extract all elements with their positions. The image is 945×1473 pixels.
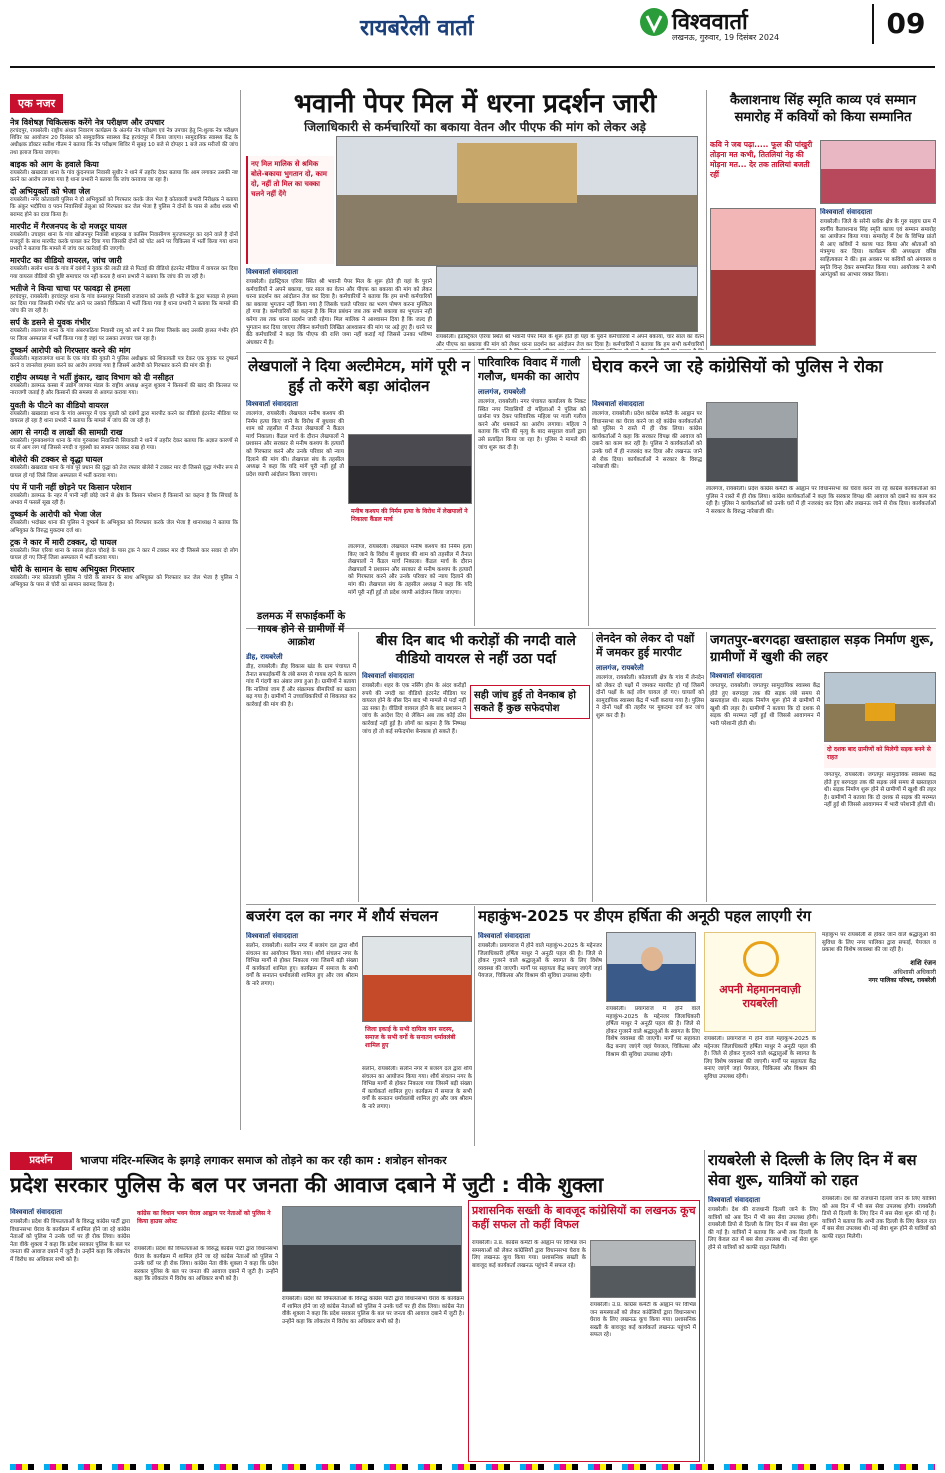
- lekhpal-body: [246, 400, 344, 550]
- sign-title: अधिशासी अधिकारी: [893, 968, 936, 976]
- ek-nazar-item-title: दो अभियुक्तों को भेजा जेल: [10, 187, 91, 197]
- ek-nazar-item-title: नेत्र विशेषज्ञ चिकित्सक करेंगे नेत्र परीक्षण और उपचार: [10, 118, 165, 127]
- lenden-body-text: लालगंज, रायबरेली। कोतवाली क्षेत्र के गांव में लेनदेन को लेकर दो पक्षों में जमकर मारपीट हो गई जिसमें दोनों पक्षों के कई लोग घायल हो गए। घायलों को सामुदायिक स्वास्थ्य केंद्र में भर्ती कराया गया है। पुलिस ने दोनों पक्षों की तहरीर पर मुकदमा दर्ज कर जांच शुरू कर दी है।: [596, 675, 704, 719]
- ek-nazar-item-body: रायबरेली। सलोन थाना के गांव में दबंगों ने युवक की लाठी डंडे से पिटाई की वीडियो इंटरनेट मीडिया में वायरल कर दिया गया वायरल वीडियो की पुष्टि समाचार पत्र नहीं करता है थाना प्रभारी ने बताया कि जांच की जा रही है।: [10, 266, 238, 280]
- video-pullquote: सही जांच हुई तो वेनकाब हो सकते हैं कुछ सफेदपोश: [470, 685, 590, 719]
- bajrang-body-text: सलोन, रायबरेली। सलोन नगर में बजरंग दल द्वारा शौर्य संचलन का आयोजन किया गया। शौर्य संचलन नगर के विभिन्न मार्गों से होकर निकाला गया जिसमें बड़ी संख्या में कार्यकर्ता शामिल हुए। कार्यक्रम में समाज के सभी वर्गों के सनातन धर्मावलंबी शामिल हुए और जय श्रीराम के नारे लगाए।: [246, 943, 358, 987]
- bajrang-caption-text: जिला इकाई के सभी दायित्व वान सदस्य, समाज के सभी वर्गो के सनातन धर्मावलंबी शामिल हुए: [365, 1026, 456, 1049]
- page-number: 09: [872, 4, 938, 44]
- gherao-body-cont-text: लालगंज, रायबरेली। प्रदेश कांग्रेस कमेटी के आह्वान पर विधानसभा का घेराव करने जा रहे कांग्रेस कार्यकर्ताओं को पुलिस ने रास्ते में ही रोक लिया। कांग्रेस कार्यकर्ताओं ने कहा कि सरकार विपक्ष की आवाज को दबाने का काम कर रही है। पुलिस ने कार्यकर्ताओं को उनके घरों में ही नजरबंद कर दिया और लखनऊ जाने से रोक दिया। कार्यकर्ताओं ने सरकार के विरुद्ध नारेबाजी की।: [706, 486, 936, 515]
- ek-nazar-list: [10, 118, 238, 590]
- ek-nazar-item-body: रायबरेली। डलमऊ के नहर में पानी नहीं छोड़े जाने से क्षेत्र के किसान परेशान हैं किसानों का कहना है कि सिंचाई के अभाव में फसलें सूख रही हैं।: [10, 492, 238, 507]
- bus-body-cont: [822, 1196, 936, 1462]
- mill-body: [246, 268, 432, 350]
- dalmau-headline: डलमऊ में सफाईकर्मी के गायब होने से ग्रामीणों में आक्रोश: [256, 611, 346, 648]
- ek-nazar-item-body: रायबरेली। खखराडा थाना के गांव अमरपुर में एक युवती को दबंगों द्वारा मारपीट करने का वीडियो इंटरनेट मीडिया पर वायरल हो रहा है थाना प्रभारी ने बताया कि मामले में जांच की जा रही है।: [10, 410, 238, 424]
- bus-body-cont-text: रायबरेली। देश की राजधानी दिल्ली जाने के लिए यात्रियों को अब दिन में भी बस सेवा उपलब्ध होगी। रायबरेली डिपो से दिल्ली के लिए दिन में बस सेवा शुरू की गई है। यात्रियों ने बताया कि अभी तक दिल्ली के लिए केवल रात में बस सेवा उपलब्ध थी। नई सेवा शुरू होने से यात्रियों को काफी राहत मिलेगी।: [822, 1196, 936, 1240]
- ek-nazar-item-body: रायबरेली। उचाहार थाना के गांव खोजनपुर निवासी शाहरुख व कासिम निवासीगण मुज्जफरपुर का रहने वाले है दोनों मजदूरों के साथ मारपीट करके घायल कर दिया गया जिसकी दोनों को चोट आने पर चिकित्सा में भर्ती किया गया थाना प्रभारी ने बताया कि मामले में जांच कर कार्रवाई की जाएगी।: [10, 231, 238, 253]
- shukla-headline: प्रदेश सरकार पुलिस के बल पर जनता की आवाज दबाने में जुटी : वीके शुक्ला: [10, 1173, 604, 1197]
- shukla-body-cont2: [282, 1296, 464, 1462]
- lekhpal-body-text: लालगंज, रायबरेली। लेखपाल मनीष कश्यप की निर्मम हत्या किए जाने के विरोध में बुधवार की शाम को तहसील में तैनात लेखपालों ने कैंडल मार्च निकाला। कैंडल मार्च के दौरान लेखपालों ने प्रशासन और सरकार से मनीष कश्यप के हत्यारों को गिरफ्तार करने और उनके परिवार को न्याय दिलाने की मांग की। लेखपाल संघ के तहसील अध्यक्ष ने कहा कि यदि मांगें पूरी नहीं हुईं तो प्रदेश व्यापी आंदोलन किया जाएगा।: [246, 411, 344, 478]
- ek-nazar-item-title: बोलेरो की टक्कर से वृद्धा घायल: [10, 455, 103, 465]
- ek-nazar-item-body: रायबरेली। खखराडा थाना के गांव कुंदनपाल निवासी सुधीर ने थाने में तहरीर देकर बताया कि आम लगाकर उसकी नष्ट करने का आरोप लगाया गया है थाना प्रभारी ने बताया कि जांच करवाया जा रहा है।: [10, 169, 238, 184]
- lekhpal-caption-text: मनीष कश्यप की निर्मम हत्या के विरोध में लेखपालों ने निकाला कैंडल मार्च: [351, 508, 468, 523]
- raebareli-logo-text: अपनी मेहमाननवाज़ी रायबरेली: [719, 983, 801, 1010]
- ek-nazar-item-body: रायबरेली। नगर कोतवाली पुलिस ने चोरी के सामान के साथ अभियुक्त को गिरफ्तार कर जेल भेजा है पुलिस ने अभियुक्त के पास से चोरी का सामान बरामद किया है।: [10, 575, 238, 589]
- banner-text: भाजपा मंदिर-मस्जिद के झगड़े लगाकर समाज को तोड़ने का कर रही काम : शत्रोहन सोनकर: [80, 1154, 447, 1167]
- video-headline: बीस दिन बाद भी करोड़ों की नगदी वाले वीडियो वायरल से नहीं उठा पर्दा: [376, 633, 576, 667]
- bus-byline: विश्ववार्ता संवाददाता: [708, 1196, 761, 1204]
- road-body-text: जगतपुर, रायबरेली। जगतपुर सामुदायिक स्वास्थ्य केंद्र होते हुए बरगदहा तक की सड़क लंबे समय से खस्ताहाल थी। सड़क निर्माण शुरू होने से ग्रामीणों में खुशी की लहर है। ग्रामीणों ने बताया कि दो दशक से सड़क की मरम्मत नहीं हुई थी जिससे आवागमन में भारी परेशानी होती थी।: [710, 683, 820, 727]
- dm-portrait: [606, 932, 696, 1002]
- ek-nazar-item-body: रायबरेली। लालगंज थाना के गांव अंबरपाठिया निवासी रामू को सर्प ने डस लिया जिसके बाद उसकी हालत गंभीर होने पर जिला अस्पताल में भर्ती किया गया है जहां पर उसका उपचार चल रहा है।: [10, 328, 238, 342]
- ek-nazar-item-body: रायबरेली। डलमऊ कस्बा में उद्योग व्यापार मंडल के राष्ट्रीय अध्यक्ष अनुज शुक्ला ने किसानों की खाद की किल्लत पर नाराजगी जताई है और किसानों की समस्या से अवगत कराया गया।: [10, 383, 238, 397]
- lekhpal-headline: लेखपालों ने दिया अल्टीमेटम, मांगें पूरी न हुईं तो करेंगे बड़ा आंदोलन: [248, 357, 470, 395]
- ek-nazar-item-title: राष्ट्रीय अध्यक्ष ने भर्ती हुंकार, खाद विभाग को दी नसीहत: [10, 373, 174, 383]
- mahakumbh-body-cont-text: रायबरेली। प्रयागराज में होने वाले महाकुंभ-2025 के मद्देनजर जिलाधिकारी हर्षिता माथुर ने अनूठी पहल की है। जिले से होकर गुजरने वाले श्रद्धालुओं के स्वागत के लिए विशेष व्यवस्था की जाएगी। मार्गों पर सहायता केंद्र बनाए जाएंगे जहां पेयजल, चिकित्सा और विश्राम की सुविधा उपलब्ध रहेगी।: [606, 1006, 700, 1058]
- dateline: लखनऊ, गुरुवार, 19 दिसंबर 2024: [672, 33, 780, 42]
- video-body-text: रायबरेली। शहर के एक नर्सिंग होम के अंदर करोड़ों रुपये की नगदी का वीडियो इंटरनेट मीडिया पर वायरल होने के बीस दिन बाद भी मामले से पर्दा नहीं उठ सका है। वीडियो वायरल होने के बाद प्रशासन ने जांच के आदेश दिए थे लेकिन अब तक कोई ठोस कार्रवाई नहीं हुई है। लोगों का कहना है कि निष्पक्ष जांच हो तो कई सफेदपोश बेनकाब हो सकते हैं।: [362, 683, 466, 735]
- road-body-cont: [824, 772, 936, 902]
- mill-body-cont: [436, 334, 704, 350]
- ek-nazar-item-body: रायबरेली। मिल एरिया थाना के सारस होटल चौराहे के पास ट्रक ने कार में टक्कर मार दी जिससे कार सवार दो लोग घायल हो गए जिन्हें जिला अस्पताल में भर्ती कराया गया।: [10, 547, 238, 561]
- mill-subhead: जिलाधिकारी से कर्मचारियों का बकाया वेतन और पीएफ की मांग को लेकर अड़े: [304, 120, 646, 134]
- road-headline: जगतपुर-बरगदहा खस्ताहाल सड़क निर्माण शुरू, ग्रामीणों में खुशी की लहर: [710, 633, 935, 665]
- galij-body-text: लालगंज, रायबरेली। नगर पंचायत कार्यालय के निकट स्थित नगर निवासियों दो महिलाओं ने पुलिस को प्रार्थना पत्र देकर पारिवारिक महिला पर गाली गलौज करने और धमकाने का आरोप लगाया। महिला ने बताया कि पति की मृत्यु के बाद ससुराल वालों द्वारा उसे प्रताड़ित किया जा रहा है। पुलिस ने मामले की जांच शुरू कर दी है।: [478, 399, 586, 451]
- bajrang-photo: [362, 936, 472, 1022]
- mahakumbh-byline: विश्ववार्ता संवाददाता: [478, 932, 531, 940]
- mahakumbh-sidebar-text: महाकुंभ पर रायबरेली से होकर जाने वाले श्रद्धालुओं की सुविधा के लिए नगर पालिका द्वारा सफाई, पेयजल व प्रकाश की विशेष व्यवस्था की जा रही है।: [822, 932, 936, 954]
- kailash-body: [820, 208, 936, 350]
- shukla-body-cont: [134, 1246, 278, 1462]
- video-story: [362, 632, 590, 902]
- bajrang-body-cont: [362, 1066, 472, 1144]
- kailash-photo-1: [820, 140, 936, 204]
- video-byline: विश्ववार्ता संवाददाता: [362, 672, 415, 680]
- kailash-pullquote: [710, 140, 816, 204]
- bajrang-body-cont-text: सलोन, रायबरेली। सलोन नगर में बजरंग दल द्वारा शौर्य संचलन का आयोजन किया गया। शौर्य संचलन नगर के विभिन्न मार्गों से होकर निकाला गया जिसमें बड़ी संख्या में कार्यकर्ता शामिल हुए। कार्यक्रम में समाज के सभी वर्गों के सनातन धर्मावलंबी शामिल हुए और जय श्रीराम के नारे लगाए।: [362, 1066, 472, 1110]
- ek-nazar-item-body: हरचंदपुर, रायबरेली। राष्ट्रीय अंधता निवारण कार्यक्रम के अंतर्गत नेत्र परीक्षण एवं नेत्र उपचार हेतु नि:शुल्क नेत्र परीक्षण शिविर का आयोजन 20 दिसंबर को सामुदायिक स्वास्थ्य केंद्र हरचंदपुर में किया जाएगा। सामुदायिक स्वास्थ्य केंद्र के अधीक्षक डॉक्टर सतीश गौतम ने बताया कि नेत्र परीक्षण शिविर में सुबह 10 बजे से दोपहर 1 बजे तक मरीजों की जांच तथा इलाज किया जाएगा।: [10, 128, 238, 156]
- dalmau-byline: डीह, रायबरेली: [246, 653, 283, 661]
- shukla-body-cont-text: रायबरेली। प्रदेश की विफलताओं के विरुद्ध कांग्रेस पार्टी द्वारा विधानसभा घेराव के कार्यक्रम में शामिल होने जा रहे कांग्रेस नेताओं को पुलिस ने उनके घरों पर ही रोक लिया। कांग्रेस नेता वीके शुक्ला ने कहा कि प्रदेश सरकार पुलिस के बल पर जनता की आवाज दबाने में जुटी है। उन्होंने कहा कि लोकतंत्र में विरोध का अधिकार सभी को है।: [134, 1246, 278, 1283]
- mahakumbh-body-cont2-text: रायबरेली। प्रयागराज में होने वाले महाकुंभ-2025 के मद्देनजर जिलाधिकारी हर्षिता माथुर ने अनूठी पहल की है। जिले से होकर गुजरने वाले श्रद्धालुओं के स्वागत के लिए विशेष व्यवस्था की जाएगी। मार्गों पर सहायता केंद्र बनाए जाएंगे जहां पेयजल, चिकित्सा और विश्राम की सुविधा उपलब्ध रहेगी।: [704, 1036, 816, 1080]
- shukla-body-text: रायबरेली। प्रदेश की विफलताओं के विरुद्ध कांग्रेस पार्टी द्वारा विधानसभा घेराव के कार्यक्रम में शामिल होने जा रहे कांग्रेस नेताओं को पुलिस ने उनके घरों पर ही रोक लिया। कांग्रेस नेता वीके शुक्ला ने कहा कि प्रदेश सरकार पुलिस के बल पर जनता की आवाज दबाने में जुटी है। उन्होंने कहा कि लोकतंत्र में विरोध का अधिकार सभी को है।: [10, 1219, 130, 1263]
- road-byline: विश्ववार्ता संवाददाता: [710, 672, 763, 680]
- mahakumbh-body-cont: [606, 1006, 700, 1144]
- ek-nazar-item-title: मारपीट में गैरजनपद के दो मजदूर घायल: [10, 221, 127, 231]
- lenden-byline: लालगंज, रायबरेली: [596, 664, 644, 672]
- ek-nazar-item-title: युवती के पीटने का वीडियो वायरल: [10, 400, 109, 410]
- ek-nazar-item-body: रायबरेली। नगर कोतवाली पुलिस ने दो अभियुक्तों को गिरफ्तार करके जेल भेज है कोतवाली प्रभारी निरीक्षक ने बताया कि अंकुर भदौरिया व पवन निवासियों तेलुआ को गिरफ्तार कर जेल भेजा है पुलिस ने दोनों के पास से अवैध शस्त्र भी बरामद होने का दावा किया है।: [10, 197, 238, 218]
- mill-byline: विश्ववार्ता संवाददाता: [246, 268, 299, 276]
- paper-name: विश्ववार्ता: [672, 10, 748, 35]
- bus-body-text: रायबरेली। देश की राजधानी दिल्ली जाने के लिए यात्रियों को अब दिन में भी बस सेवा उपलब्ध होगी। रायबरेली डिपो से दिल्ली के लिए दिन में बस सेवा शुरू की गई है। यात्रियों ने बताया कि अभी तक दिल्ली के लिए केवल रात में बस सेवा उपलब्ध थी। नई सेवा शुरू होने से यात्रियों को काफी राहत मिलेगी।: [708, 1207, 818, 1251]
- section-title: रायबरेली वार्ता: [360, 16, 474, 41]
- kalash-icon: [743, 941, 779, 977]
- galij-headline: पारिवारिक विवाद में गाली गलौज, धमकी का आरोप: [478, 356, 581, 383]
- ek-nazar-item-title: पंप में पानी नहीं छोड़ने पर किसान परेशान: [10, 482, 132, 492]
- mahakumbh-sidebar: [822, 932, 936, 1144]
- bajrang-byline: विश्ववार्ता संवाददाता: [246, 932, 299, 940]
- bajrang-caption: [362, 1024, 472, 1064]
- lekhpal-body-cont-text: लालगंज, रायबरेली। लेखपाल मनीष कश्यप की निर्मम हत्या किए जाने के विरोध में बुधवार की शाम को तहसील में तैनात लेखपालों ने कैंडल मार्च निकाला। कैंडल मार्च के दौरान लेखपालों ने प्रशासन और सरकार से मनीष कश्यप के हत्यारों को गिरफ्तार करने और उनके परिवार को न्याय दिलाने की मांग की। लेखपाल संघ के तहसील अध्यक्ष ने कहा कि यदि मांगें पूरी नहीं हुईं तो प्रदेश व्यापी आंदोलन किया जाएगा।: [348, 544, 472, 596]
- bottom-banner: [10, 1152, 700, 1170]
- mill-headline: भवानी पेपर मिल में धरना प्रदर्शन जारी: [293, 89, 657, 119]
- mahakumbh-body: [478, 932, 602, 1144]
- shukla-caption-text: कांग्रेस का विधान भवन घेराव आह्वान पर नेताओं को पुलिस ने किया हाउस अरेस्ट: [137, 1210, 271, 1225]
- dalmau-story: [246, 610, 356, 900]
- galij-byline: लालगंज, रायबरेली: [478, 388, 526, 396]
- mill-photo-1: [336, 136, 698, 266]
- ek-nazar-item-title: भतीजे ने किया चाचा पर फावड़ा से हमला: [10, 283, 131, 293]
- shukla-body: [10, 1208, 130, 1462]
- lekhpal-caption: [348, 506, 472, 542]
- gherao-body-text: लालगंज, रायबरेली। प्रदेश कांग्रेस कमेटी के आह्वान पर विधानसभा का घेराव करने जा रहे कांग्रेस कार्यकर्ताओं को पुलिस ने रास्ते में ही रोक लिया। कांग्रेस कार्यकर्ताओं ने कहा कि सरकार विपक्ष की आवाज को दबाने का काम कर रही है। पुलिस ने कार्यकर्ताओं को उनके घरों में ही नजरबंद कर दिया और लखनऊ जाने से रोक दिया। कार्यकर्ताओं ने सरकार के विरुद्ध नारेबाजी की।: [592, 411, 702, 471]
- masthead: [0, 0, 945, 50]
- mahakumbh-body-cont2: [704, 1036, 816, 1144]
- galij-story: [478, 356, 586, 626]
- road-body: [710, 672, 820, 902]
- ek-nazar-item-body: रायबरेली। महाराजगंज थाना के एक गांव की युवती ने पुलिस अधीक्षक को शिकायती पत्र देकर एक युवक पर दुष्कर्म करने व जानलेवा हमला करने का आरोप लगाया गया है जिसमें आरोपी को गिरफ्तार करने की मांग की है।: [10, 355, 238, 370]
- banner-tag: प्रदर्शन: [10, 1152, 72, 1170]
- mahakumbh-body-text: रायबरेली। प्रयागराज में होने वाले महाकुंभ-2025 के मद्देनजर जिलाधिकारी हर्षिता माथुर ने अनूठी पहल की है। जिले से होकर गुजरने वाले श्रद्धालुओं के स्वागत के लिए विशेष व्यवस्था की जाएगी। मार्गों पर सहायता केंद्र बनाए जाएंगे जहां पेयजल, चिकित्सा और विश्राम की सुविधा उपलब्ध रहेगी।: [478, 943, 602, 980]
- raebareli-logo: [704, 932, 816, 1032]
- ek-nazar-item-body: रायबरेली। खखराडा थाना के गांव पूरे प्रधान की वृद्धा को तेज रफ्तार बोलेरो ने टक्कर मार दी जिससे वृद्धा गंभीर रूप से घायल हो गई जिसे जिला अस्पताल में भर्ती कराया गया।: [10, 465, 238, 479]
- shukla-body-cont2-text: रायबरेली। प्रदेश की विफलताओं के विरुद्ध कांग्रेस पार्टी द्वारा विधानसभा घेराव के कार्यक्रम में शामिल होने जा रहे कांग्रेस नेताओं को पुलिस ने उनके घरों पर ही रोक लिया। कांग्रेस नेता वीके शुक्ला ने कहा कि प्रदेश सरकार पुलिस के बल पर जनता की आवाज दबाने में जुटी है। उन्होंने कहा कि लोकतंत्र में विरोध का अधिकार सभी को है।: [282, 1296, 464, 1325]
- shukla-photo: [282, 1206, 462, 1292]
- ek-nazar-column: [10, 92, 238, 1132]
- lucknow-body-text: रायबरेली। उ.प्र. कांग्रेस कमेटी के आह्वान पर विभिन्न जन समस्याओं को लेकर कांग्रेसियों द्वारा विधानसभा घेराव के लिए लखनऊ कूच किया गया। प्रशासनिक सख्ती के बावजूद कई कार्यकर्ता लखनऊ पहुंचने में सफल रहे।: [472, 1240, 586, 1269]
- bus-headline: रायबरेली से दिल्ली के लिए दिन में बस सेवा शुरू, यात्रियों को राहत: [708, 1151, 917, 1189]
- lucknow-body-cont: [590, 1302, 696, 1458]
- dalmau-body-text: डीह, रायबरेली। डीह विकास खंड के ग्राम पंचायत में तैनात सफाईकर्मी के लंबे समय से गायब रहने के कारण गांव में गंदगी का अंबार लगा हुआ है। ग्रामीणों ने बताया कि नालियां जाम हैं और संक्रामक बीमारियों का खतरा बढ़ गया है। ग्रामीणों ने उच्चाधिकारियों से शिकायत कर कार्रवाई की मांग की है।: [246, 664, 356, 708]
- kailash-body-text: रायबरेली। जिले के सरेनी ब्लॉक क्षेत्र के गुरु सहाय ग्राम में स्वर्गीय कैलाशनाथ सिंह स्मृति काव्य एवं सम्मान समारोह का आयोजन किया गया। समारोह में देश के विभिन्न प्रांतों से आए कवियों ने काव्य पाठ किया और श्रोताओं को मंत्रमुग्ध कर दिया। कार्यक्रम की अध्यक्षता वरिष्ठ साहित्यकार ने की। इस अवसर पर कवियों को अंगवस्त्र व स्मृति चिन्ह देकर सम्मानित किया गया। आयोजक ने सभी आगंतुकों का आभार व्यक्त किया।: [820, 219, 936, 279]
- registration-mark: [10, 1464, 935, 1470]
- shukla-caption: [134, 1208, 278, 1242]
- gherao-byline: विश्ववार्ता संवाददाता: [592, 400, 645, 408]
- gherao-body: [592, 400, 702, 626]
- ek-nazar-item-body: हरचंदपुर, रायबरेली। हरचंदपुर थाना के गांव कमलापुर निवासी राजाराम को उसके ही भतीजे के द्वारा फावड़ा से हमला कर दिया गया जिसकी गंभीर चोट आने पर उसको चिकित्सा में भर्ती किया गया है थाना प्रभारी ने बताया कि मामले की जांच की जा रही है।: [10, 293, 238, 315]
- ek-nazar-item-body: रायबरेली। गुरुबक्शगंज थाना के गांव गुरुबक्श निवासिनी सियावती ने थाने में तहरीर देकर बताया कि अज्ञात कारणों से घर में आग लग गई जिससे नगदी व गृहस्थी का सामान जलकर राख हो गया।: [10, 438, 238, 452]
- lucknow-photo: [590, 1240, 696, 1298]
- road-caption: [824, 744, 936, 768]
- sign-office: नगर पालिका परिषद, रायबरेली: [868, 976, 936, 984]
- ek-nazar-item-title: सर्प के डसने से युवक गंभीर: [10, 318, 91, 328]
- lucknow-headline: प्रशासनिक सख्ती के बावजूद कांग्रेसियों का लखनऊ कूच कहीं सफल तो कहीं विफल: [472, 1204, 696, 1231]
- gherao-photo: [706, 402, 798, 482]
- road-body-cont-text: जगतपुर, रायबरेली। जगतपुर सामुदायिक स्वास्थ्य केंद्र होते हुए बरगदहा तक की सड़क लंबे समय से खस्ताहाल थी। सड़क निर्माण शुरू होने से ग्रामीणों में खुशी की लहर है। ग्रामीणों ने बताया कि दो दशक से सड़क की मरम्मत नहीं हुई थी जिससे आवागमन में भारी परेशानी होती थी।: [824, 772, 936, 809]
- mill-body-text: रायबरेली। इंडस्ट्रियल एरिया स्थित श्री भवानी पेपर मिल के शुरू होते ही यहां के पुराने कर्मचारियों ने अपने बकाया, चार साल का वेतन और पीएफ का बकाया की मांग को लेकर धरना प्रदर्शन कर आंदोलन तेज कर दिया है। कर्मचारियों ने बताया कि हम सभी कर्मचारियों का बकाया भुगतान नहीं किया गया है जिसके चलते परिवार का भरण पोषण करना मुश्किल हो गया है। कर्मचारियों का कहना है कि मिल प्रबंधन जब तक सभी बकाया का भुगतान नहीं करेगा तब तक धरना प्रदर्शन जारी रहेगा। मिल मालिक ने आश्वासन दिया है कि जल्द ही भुगतान कर दिया जाएगा लेकिन कर्मचारी लिखित आश्वासन की मांग पर अड़े हुए हैं। धरने पर बैठे कर्मचारियों ने कहा कि पीएफ की राशि जमा नहीं कराई गई जिससे उनका भविष्य अंधकार में है।: [246, 279, 432, 346]
- bajrang-body: [246, 932, 358, 1144]
- kailash-photo-2: [710, 208, 816, 346]
- road-photo: [824, 672, 936, 742]
- lenden-headline: लेनदेन को लेकर दो पक्षों में जमकर हुई मारपीट: [596, 632, 695, 659]
- gherao-headline: घेराव करने जा रहे कांग्रेसियों को पुलिस ने रोका: [592, 357, 883, 377]
- ek-nazar-item-title: चोरी के सामान के साथ अभियुक्त गिरफ्तार: [10, 565, 135, 575]
- lucknow-body: [472, 1240, 586, 1458]
- paper-logo-icon: [640, 8, 668, 36]
- kailash-pullquote-text: कवि ने जब पढ़ा..... फूल की पांखुरी तोड़ना मत कभी, तितलियां नेह की मोड़ना मत... देर तक तालियां बजती रहीं: [710, 140, 813, 179]
- mill-pullquote: [246, 156, 334, 264]
- ek-nazar-item-title: आग से नगदी व लाखों की सामग्री राख: [10, 428, 123, 438]
- ek-nazar-item-title: दुष्कर्म के आरोपी को भेजा जेल: [10, 510, 102, 520]
- ek-nazar-item-title: ट्रक ने कार में मारी टक्कर, दो घायल: [10, 537, 117, 547]
- ek-nazar-item-title: दुष्कर्म आरोपी को गिरफ्तार करने की मांग: [10, 345, 131, 355]
- lekhpal-byline: विश्ववार्ता संवाददाता: [246, 400, 299, 408]
- ek-nazar-label: एक नजर: [10, 94, 63, 113]
- ek-nazar-item-title: बाइक को आग के हवाले किया: [10, 159, 99, 169]
- mill-photo-2: [436, 266, 698, 332]
- lenden-story: [596, 632, 704, 902]
- sign-name: शशि रंजन: [910, 958, 936, 967]
- road-caption-text: दो दशक बाद ग्रामीणों को मिलेगी सड़क बनने से राहत: [827, 746, 931, 761]
- mahakumbh-headline: महाकुंभ-2025 पर डीएम हर्षिता की अनूठी पहल लाएगी रंग: [478, 907, 812, 925]
- kailash-headline: कैलाशनाथ सिंह स्मृति काव्य एवं सम्मान समारोह में कवियों को किया सम्मानित: [730, 93, 916, 125]
- lekhpal-photo: [348, 434, 472, 504]
- mill-body-cont-text: रायबरेली। इंडस्ट्रियल एरिया स्थित श्री भवानी पेपर मिल के शुरू होते ही यहां के पुराने कर्मचारियों ने अपने बकाया, चार साल का वेतन और पीएफ का बकाया की मांग को लेकर धरना प्रदर्शन कर आंदोलन तेज कर दिया है। कर्मचारियों ने बताया कि हम सभी कर्मचारियों: [436, 334, 704, 348]
- lekhpal-body-cont: [348, 544, 472, 624]
- shukla-byline: विश्ववार्ता संवाददाता: [10, 1208, 63, 1216]
- ek-nazar-item-body: रायबरेली। भदोखर थाना की पुलिस ने दुष्कर्म के अभियुक्त को गिरफ्तार करके जेल भेजा है थानाध्यक्ष ने बताया कि अभियुक्त के विरुद्ध मुकदमा दर्ज था।: [10, 520, 238, 534]
- lucknow-body-cont-text: रायबरेली। उ.प्र. कांग्रेस कमेटी के आह्वान पर विभिन्न जन समस्याओं को लेकर कांग्रेसियों द्वारा विधानसभा घेराव के लिए लखनऊ कूच किया गया। प्रशासनिक सख्ती के बावजूद कई कार्यकर्ता लखनऊ पहुंचने में सफल रहे।: [590, 1302, 696, 1339]
- kailash-byline: विश्ववार्ता संवाददाता: [820, 208, 873, 216]
- ek-nazar-item-title: मारपीट का वीडियो वायरल, जांच जारी: [10, 256, 122, 266]
- bajrang-headline: बजरंग दल का नगर में शौर्य संचलन: [246, 907, 438, 925]
- bus-body: [708, 1196, 818, 1462]
- mill-pullquote-text: नए मिल मालिक से श्रमिक बोले-बकाया भुगतान दो, काम दो, नहीं तो मिल का चक्का चलने नहीं देंगे: [251, 160, 327, 198]
- gherao-body-cont: [706, 486, 936, 626]
